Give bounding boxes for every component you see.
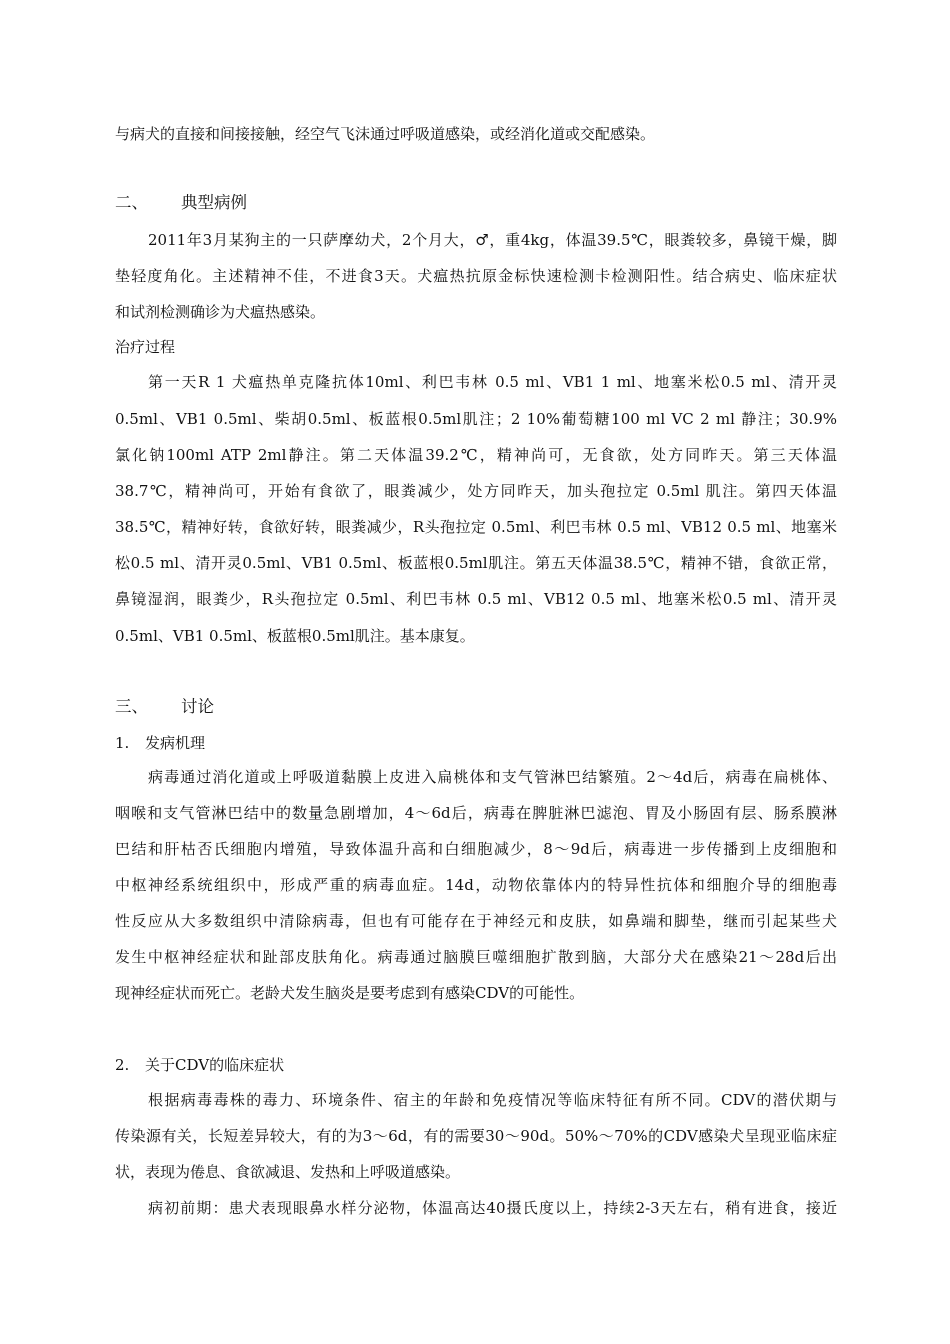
subsection-heading-2	[115, 1055, 284, 1075]
paragraph-line: 38.7℃，精神尚可，开始有食欲了，眼粪减少，处方同昨天，加头孢拉定 0.5ml 肌注。第四天体温	[115, 482, 837, 500]
paragraph-line: 传染源有关，长短差异较大，有的为3～6d，有的需要30～90d。50%～70%的CDV感染犬呈现亚临床症	[115, 1127, 837, 1145]
paragraph-line: 状，表现为倦息、食欲减退、发热和上呼吸道感染。	[115, 1163, 461, 1181]
paragraph-line: 病初前期：患犬表现眼鼻水样分泌物，体温高达40摄氏度以上，持续2-3天左右，稍有进食，接近	[148, 1199, 837, 1217]
paragraph-line: 氯化钠100ml ATP 2ml静注。第二天体温39.2℃，精神尚可，无食欲，处方同昨天。第三天体温	[115, 446, 837, 464]
subsection-title: 发病机理	[145, 734, 206, 752]
paragraph-line: 垫轻度角化。主述精神不佳，不进食3天。犬瘟热抗原金标快速检测卡检测阳性。结合病史、临床症状	[115, 267, 837, 285]
paragraph-line: 现神经症状而死亡。老龄犬发生脑炎是要考虑到有感染CDV的可能性。	[115, 984, 585, 1002]
subheading-treatment: 治疗过程	[115, 338, 176, 356]
paragraph-line: 38.5℃，精神好转，食欲好转，眼粪减少，R头孢拉定 0.5ml、利巴韦林 0.5 ml、VB12 0.5 ml、地塞米	[115, 518, 837, 536]
paragraph-line: 咽喉和支气管淋巴结中的数量急剧增加，4～6d后，病毒在脾脏淋巴滤泡、胃及小肠固有层、肠系膜淋	[115, 804, 837, 822]
section-title: 讨论	[181, 697, 214, 716]
paragraph-line: 性反应从大多数组织中清除病毒，但也有可能存在于神经元和皮肤，如鼻端和脚垫，继而引起某些犬	[115, 912, 837, 930]
paragraph-line: 发生中枢神经症状和趾部皮肤角化。病毒通过脑膜巨噬细胞扩散到脑，大部分犬在感染21～28d后出	[115, 948, 837, 966]
paragraph-line: 0.5ml、VB1 0.5ml、板蓝根0.5ml肌注。基本康复。	[115, 627, 475, 645]
section-number: 二、	[115, 193, 148, 212]
paragraph-line: 鼻镜湿润，眼粪少，R头孢拉定 0.5ml、利巴韦林 0.5 ml、VB12 0.5 ml、地塞米松0.5 ml、清开灵	[115, 590, 837, 608]
section-title: 典型病例	[181, 193, 247, 212]
paragraph-line: 与病犬的直接和间接接触，经空气飞沫通过呼吸道感染，或经消化道或交配感染。	[115, 125, 656, 143]
section-heading-3	[115, 697, 214, 717]
subsection-title: 关于CDV的临床症状	[145, 1056, 285, 1074]
paragraph-line: 中枢神经系统组织中，形成严重的病毒血症。14d，动物依靠体内的特异性抗体和细胞介导的细胞毒	[115, 876, 837, 894]
section-number: 三、	[115, 697, 148, 716]
paragraph-line: 根据病毒毒株的毒力、环境条件、宿主的年龄和免疫情况等临床特征有所不同。CDV的潜伏期与	[148, 1091, 837, 1109]
paragraph-line: 2011年3月某狗主的一只萨摩幼犬，2个月大，♂，重4kg，体温39.5℃，眼粪较多，鼻镜干燥，脚	[148, 231, 837, 249]
subsection-number: 1.	[115, 734, 130, 752]
subsection-heading-1	[115, 733, 205, 753]
paragraph-line: 第一天R 1 犬瘟热单克隆抗体10ml、利巴韦林 0.5 ml、VB1 1 ml、地塞米松0.5 ml、清开灵	[148, 373, 837, 391]
paragraph-line: 0.5ml、VB1 0.5ml、柴胡0.5ml、板蓝根0.5ml肌注；2 10%葡萄糖100 ml VC 2 ml 静注；30.9%	[115, 410, 837, 428]
paragraph-line: 病毒通过消化道或上呼吸道黏膜上皮进入扁桃体和支气管淋巴结繁殖。2～4d后，病毒在扁桃体、	[148, 768, 837, 786]
section-heading-2	[115, 193, 247, 213]
subsection-number: 2.	[115, 1056, 130, 1074]
paragraph-line: 松0.5 ml、清开灵0.5ml、VB1 0.5ml、板蓝根0.5ml肌注。第五天体温38.5℃，精神不错，食欲正常，	[115, 554, 837, 572]
paragraph-line: 巴结和肝枯否氏细胞内增殖，导致体温升高和白细胞减少，8～9d后，病毒进一步传播到上皮细胞和	[115, 840, 837, 858]
paragraph-line: 和试剂检测确诊为犬瘟热感染。	[115, 303, 326, 321]
